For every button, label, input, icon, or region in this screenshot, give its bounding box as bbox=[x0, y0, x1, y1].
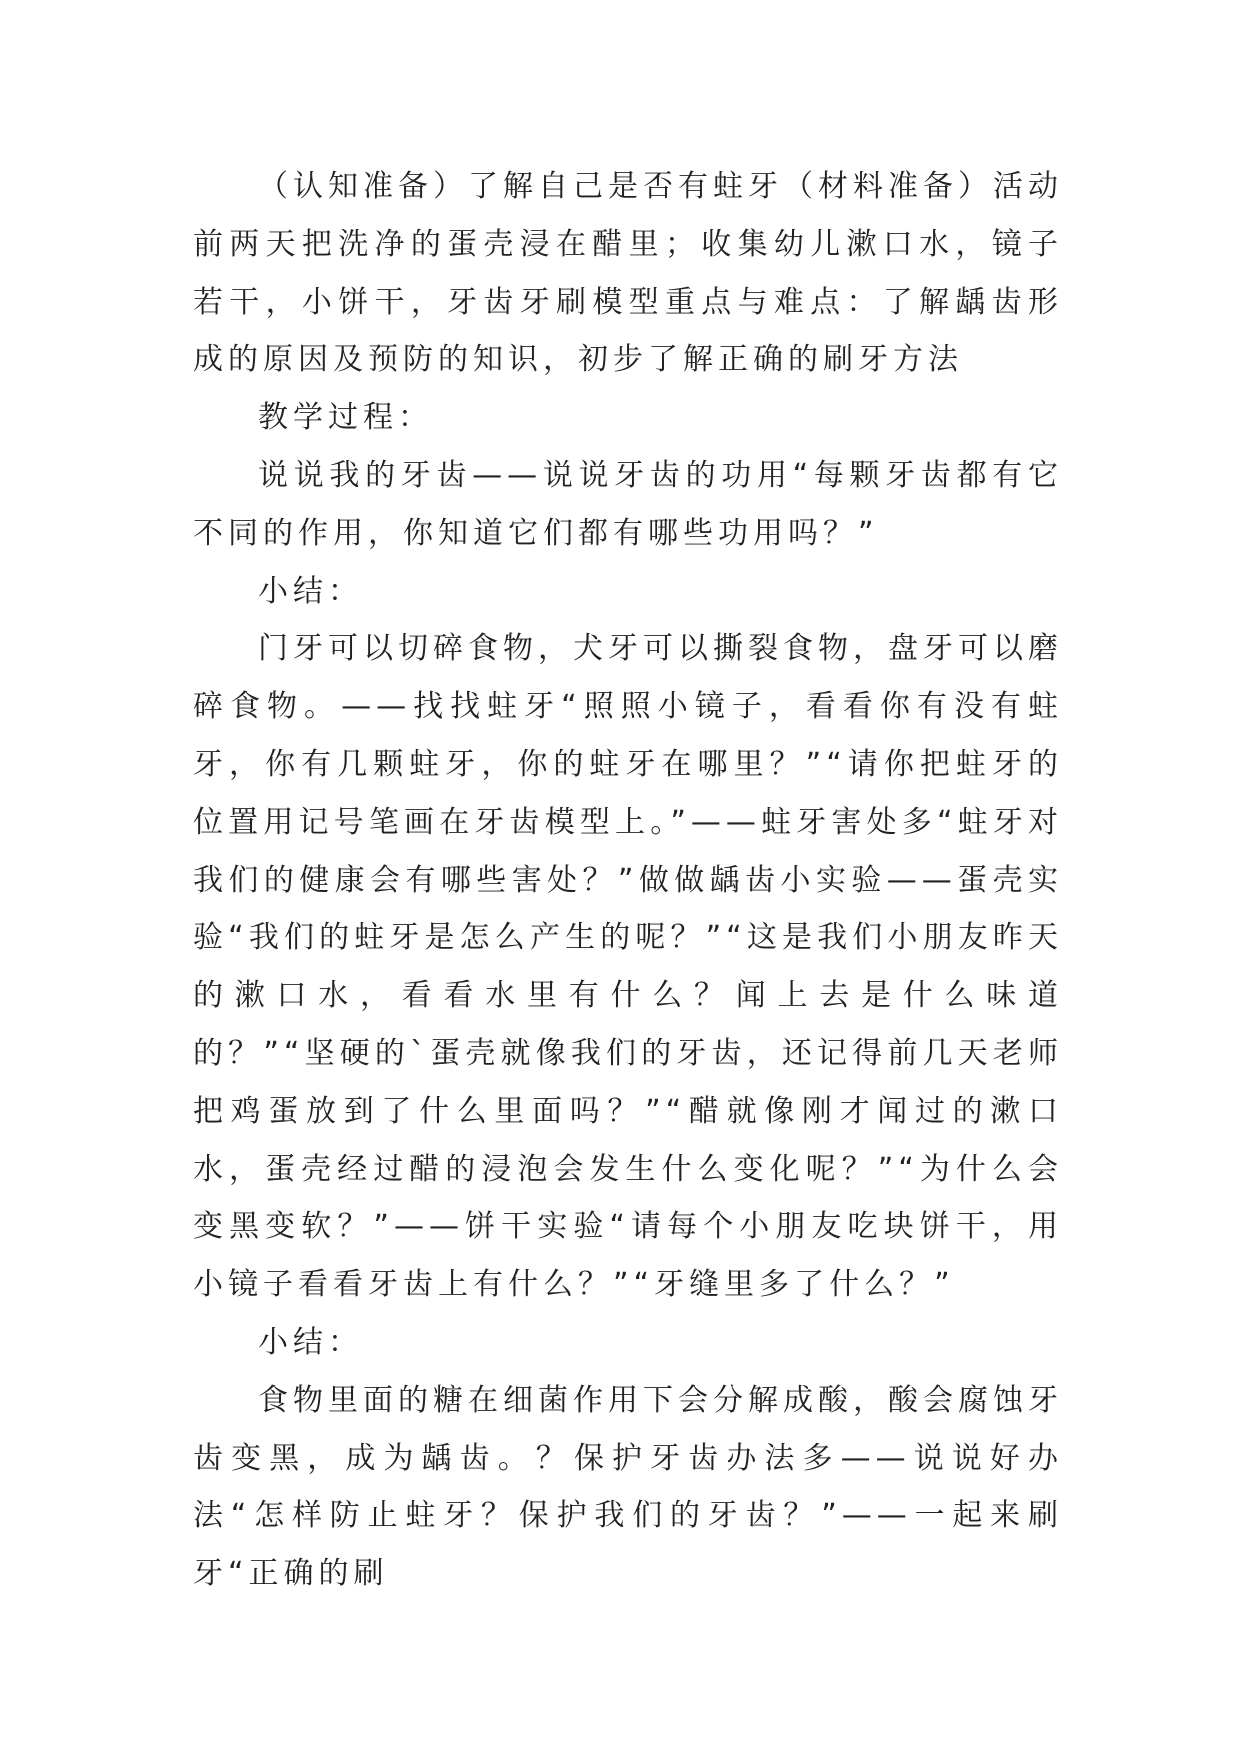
paragraph-teaching-process-heading: 教学过程： bbox=[258, 400, 433, 436]
paragraph-protect-teeth: 食物里面的糖在细菌作用下会分解成酸，酸会腐蚀牙齿变黑，成为龋齿。？保护牙齿办法多——说说好办法“怎样防止蛀牙？保护我们的牙齿？”——一起来刷牙“正确的刷 bbox=[193, 1382, 1063, 1592]
paragraph-summary-heading-1: 小结： bbox=[258, 573, 363, 609]
paragraph-experiments: 门牙可以切碎食物，犬牙可以撕裂食物，盘牙可以磨碎食物。——找找蛀牙“照照小镜子，看看你有没有蛀牙，你有几颗蛀牙，你的蛀牙在哪里？”“请你把蛀牙的位置用记号笔画在牙齿模型上。”——蛀牙害处多“蛀牙对我们的健康会有哪些害处？”做做龋齿小实验——蛋壳实验“我们的蛀牙是怎么产生的呢？”“这是我们小朋友昨天的漱口水，看看水里有什么？闻上去是什么味道的？”“坚硬的`蛋壳就像我们的牙齿，还记得前几天老师把鸡蛋放到了什么里面吗？”“醋就像刚才闻过的漱口水，蛋壳经过醋的浸泡会发生什么变化呢？”“为什么会变黑变软？”——饼干实验“请每个小朋友吃块饼干，用小镜子看看牙齿上有什么？”“牙缝里多了什么？” bbox=[193, 631, 1063, 1303]
paragraph-summary-heading-2: 小结： bbox=[258, 1324, 363, 1360]
document-body bbox=[193, 158, 1063, 1603]
paragraph-teeth-function: 说说我的牙齿——说说牙齿的功用“每颗牙齿都有它不同的作用，你知道它们都有哪些功用吗？” bbox=[193, 457, 1063, 551]
paragraph-preparation: （认知准备）了解自己是否有蛀牙（材料准备）活动前两天把洗净的蛋壳浸在醋里；收集幼儿漱口水，镜子若干，小饼干，牙齿牙刷模型重点与难点：了解龋齿形成的原因及预防的知识，初步了解正确的刷牙方法 bbox=[193, 169, 1063, 378]
